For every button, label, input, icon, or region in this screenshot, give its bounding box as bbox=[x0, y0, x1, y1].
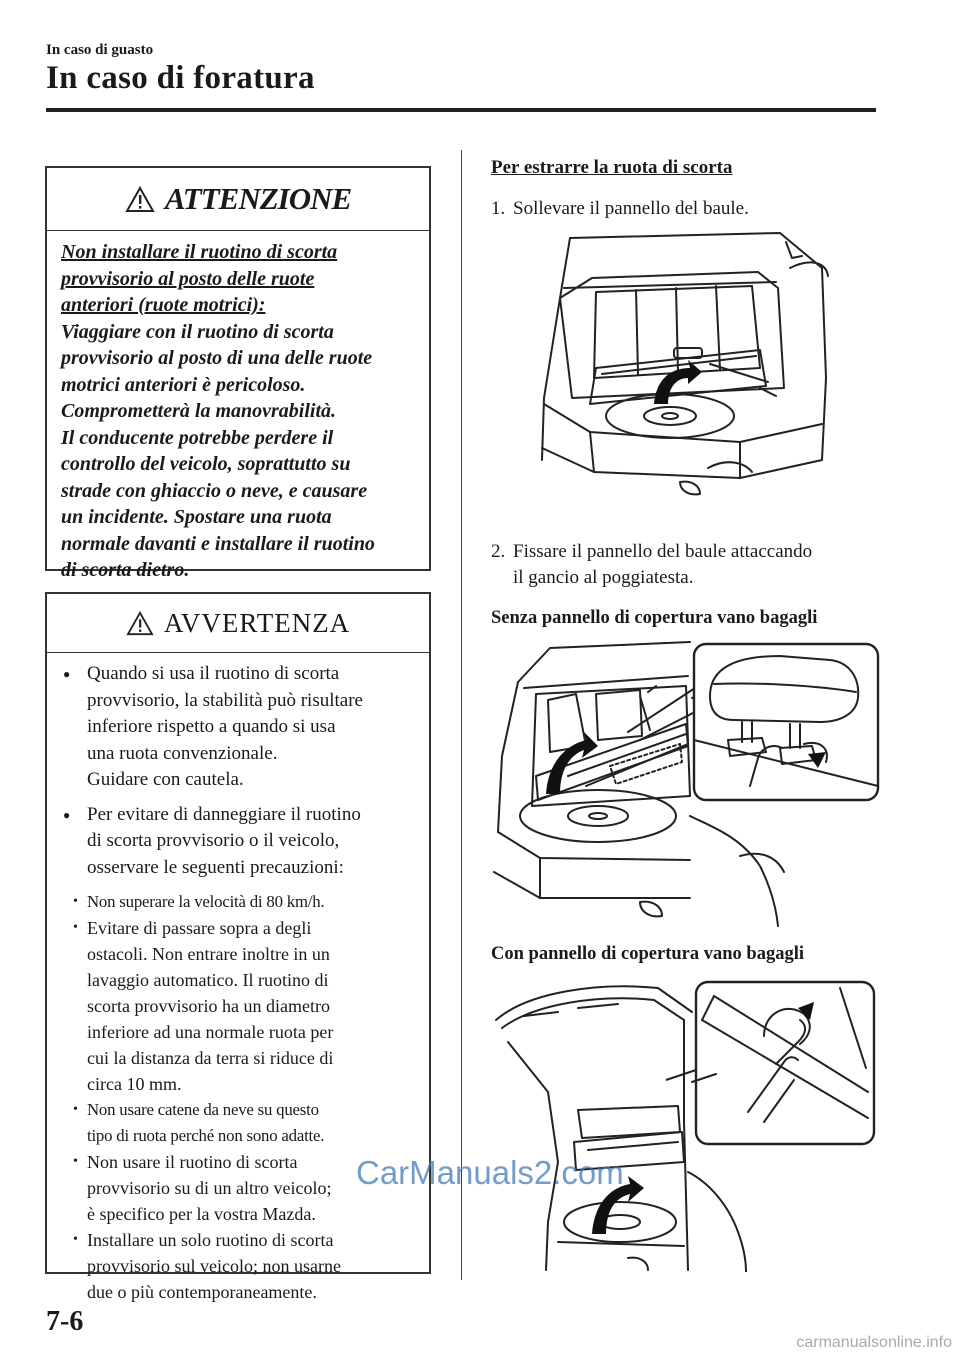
caption-without-cover: Senza pannello di copertura vano bagagli bbox=[491, 608, 818, 628]
sub-bullet-line: lavaggio automatico. Il ruotino di bbox=[87, 970, 329, 990]
bullet-line: una ruota convenzionale. bbox=[87, 742, 278, 764]
warning-triangle-icon bbox=[126, 611, 154, 636]
sub-bullet-line: Non usare il ruotino di scorta bbox=[87, 1152, 298, 1172]
bullet-dot-icon: • bbox=[73, 1154, 78, 1169]
attenzione-line: anteriori (ruote motrici): bbox=[61, 294, 266, 316]
page-title: In caso di foratura bbox=[46, 60, 315, 96]
trunk-panel-illustration bbox=[530, 228, 830, 510]
sub-bullet-line: due o più contemporaneamente. bbox=[87, 1282, 317, 1302]
section-label: In caso di guasto bbox=[46, 42, 154, 58]
column-divider bbox=[461, 150, 462, 1280]
bullet-dot-icon: • bbox=[73, 920, 78, 935]
attenzione-line: un incidente. Spostare una ruota bbox=[61, 506, 332, 528]
step-text: Sollevare il pannello del baule. bbox=[513, 198, 749, 219]
bullet-line: inferiore rispetto a quando si usa bbox=[87, 716, 336, 737]
attenzione-line: controllo del veicolo, soprattutto su bbox=[61, 453, 351, 475]
step-text: il gancio al poggiatesta. bbox=[513, 567, 694, 588]
attenzione-line: provvisorio al posto delle ruote bbox=[61, 267, 315, 290]
attenzione-line: strade con ghiaccio o neve, e causare bbox=[61, 479, 368, 502]
footer-site: carmanualsonline.info bbox=[796, 1334, 952, 1351]
attenzione-line: normale davanti e installare il ruotino bbox=[61, 532, 375, 555]
warning-triangle-icon bbox=[125, 186, 155, 213]
sub-bullet-item bbox=[61, 1097, 417, 1149]
sub-bullet-item bbox=[61, 1227, 417, 1305]
bullet-line: ● Quando si usa il ruotino di scorta bbox=[87, 663, 340, 684]
attenzione-line: di scorta dietro. bbox=[61, 559, 190, 581]
sub-bullet-line: tipo di ruota perché non sono adatte. bbox=[87, 1126, 325, 1145]
bullet-item bbox=[61, 802, 417, 882]
bullet-dot-icon: • bbox=[73, 894, 78, 909]
sub-bullet-line: è specifico per la vostra Mazda. bbox=[87, 1204, 316, 1224]
bullet-line: osservare le seguenti precauzioni: bbox=[87, 856, 344, 878]
sub-bullet-line: circa 10 mm. bbox=[87, 1074, 182, 1094]
attenzione-line: Il conducente potrebbe perdere il bbox=[61, 426, 334, 449]
sub-bullet-line: Evitare di passare sopra a degli bbox=[87, 918, 312, 938]
sub-bullet-line: cui la distanza da terra si riduce di bbox=[87, 1048, 334, 1068]
sub-bullet-line: Installare un solo ruotino di scorta bbox=[87, 1230, 334, 1250]
avvertenza-header bbox=[47, 594, 429, 653]
step-text: Fissare il pannello del baule attaccando bbox=[513, 541, 813, 562]
attenzione-line: provvisorio al posto di una delle ruote bbox=[61, 347, 373, 369]
attenzione-line: Viaggiare con il ruotino di scorta bbox=[61, 320, 334, 343]
procedure-heading: Per estrarre la ruota di scorta bbox=[491, 157, 733, 178]
bullet-line: di scorta provvisorio o il veicolo, bbox=[87, 830, 340, 851]
bullet-line: ● Per evitare di danneggiare il ruotino bbox=[87, 803, 361, 825]
avvertenza-label: AVVERTENZA bbox=[163, 607, 351, 638]
sub-bullet-line: provvisorio sul veicolo; non usarne bbox=[87, 1256, 341, 1276]
sub-bullet-line: ostacoli. Non entrare inoltre in un bbox=[87, 944, 330, 964]
watermark: CarManuals2.com bbox=[356, 1154, 624, 1191]
title-rule bbox=[46, 108, 876, 112]
sub-bullet-line: Non superare la velocità di 80 km/h. bbox=[87, 892, 325, 911]
avvertenza-body bbox=[47, 653, 429, 1305]
caption-with-cover: Con pannello di copertura vano bagagli bbox=[491, 944, 805, 964]
attenzione-box bbox=[45, 166, 431, 581]
attenzione-line: motrici anteriori è pericoloso. bbox=[61, 373, 306, 396]
bullet-line: provvisorio, la stabilità può risultare bbox=[87, 689, 363, 711]
step-number: 2. bbox=[491, 541, 506, 562]
bullet-dot-icon: • bbox=[73, 1102, 78, 1117]
sub-bullet-line: provvisorio su di un altro veicolo; bbox=[87, 1178, 332, 1198]
attenzione-line: Non installare il ruotino di scorta bbox=[61, 241, 338, 263]
sub-bullet-line: inferiore ad una normale ruota per bbox=[87, 1022, 334, 1042]
sub-bullet-item bbox=[61, 889, 417, 915]
bullet-line: Guidare con cautela. bbox=[87, 769, 244, 790]
panel-hook-illustration-no-cover bbox=[490, 636, 884, 928]
attenzione-label: ATTENZIONE bbox=[164, 181, 352, 216]
page-number: 7-6 bbox=[46, 1306, 84, 1337]
sub-bullet-line: scorta provvisorio ha un diametro bbox=[87, 996, 330, 1016]
bullet-item bbox=[61, 661, 417, 794]
sub-bullet-item bbox=[61, 915, 417, 1097]
step-1 bbox=[491, 196, 749, 222]
attenzione-body bbox=[47, 231, 429, 584]
sub-bullet-line: Non usare catene da neve su questo bbox=[87, 1100, 319, 1119]
attenzione-header bbox=[47, 168, 429, 231]
step-number: 1. bbox=[491, 198, 506, 219]
attenzione-line: Comprometterà la manovrabilità. bbox=[61, 400, 337, 422]
bullet-dot-icon: • bbox=[73, 1232, 78, 1247]
step-2 bbox=[491, 539, 812, 591]
panel-hook-illustration-with-cover bbox=[488, 972, 882, 1272]
